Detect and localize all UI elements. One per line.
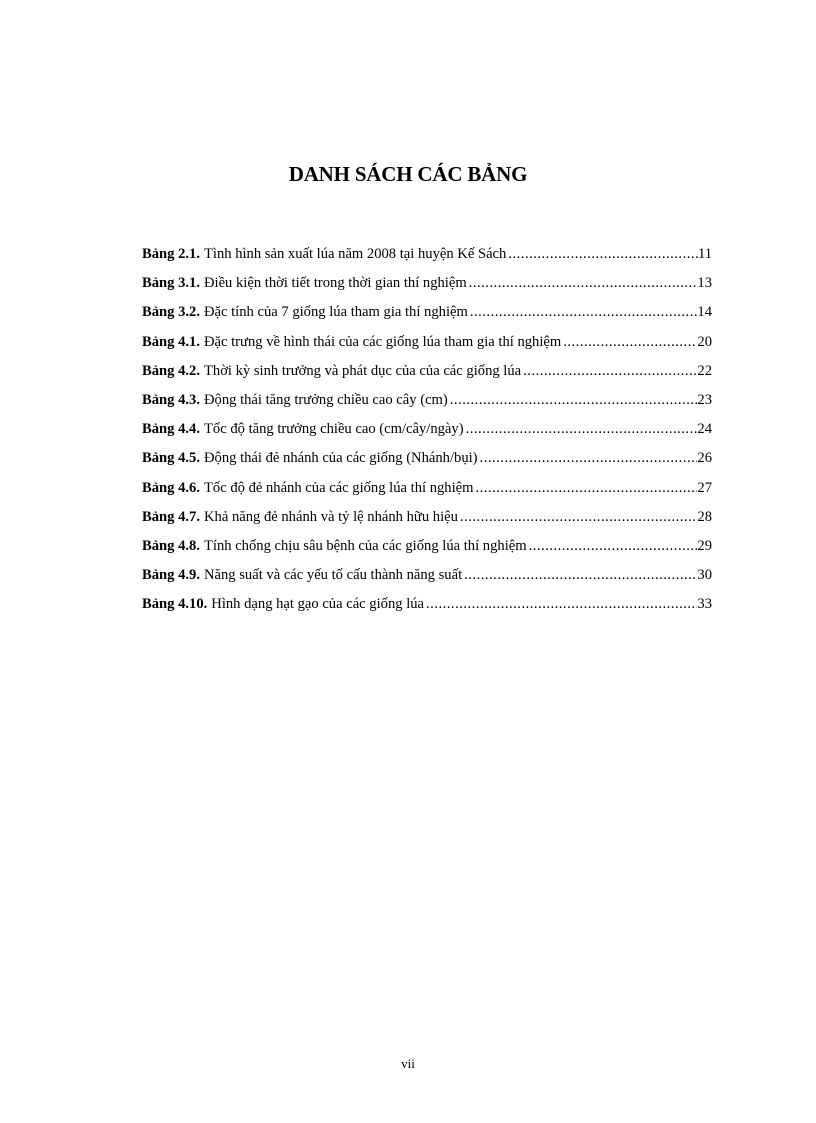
toc-entry[interactable] <box>142 450 712 479</box>
table-title: Tốc độ tăng trưởng chiều cao (cm/cây/ngày) <box>203 421 464 438</box>
table-label: Bảng 4.3. <box>142 391 200 408</box>
table-label: Bảng 4.10. <box>142 596 208 613</box>
table-title: Động thái đẻ nhánh của các giống (Nhánh/bụi) <box>203 450 478 467</box>
dot-leader <box>464 421 698 438</box>
dot-leader <box>468 304 698 321</box>
dot-leader <box>561 334 697 351</box>
dot-leader <box>462 567 697 584</box>
dot-leader <box>527 538 698 555</box>
table-title: Đặc tính của 7 giống lúa tham gia thí nghiệm <box>203 304 468 321</box>
page-ref: 33 <box>697 596 712 613</box>
table-label: Bảng 4.7. <box>142 508 200 525</box>
page-ref: 20 <box>697 333 712 350</box>
toc-entry[interactable] <box>142 246 712 275</box>
dot-leader <box>521 363 697 380</box>
toc-entry[interactable] <box>142 421 712 450</box>
table-title: Đặc trưng về hình thái của các giống lúa tham gia thí nghiệm <box>203 333 562 350</box>
page-ref: 28 <box>697 508 712 525</box>
page-ref: 30 <box>697 567 712 584</box>
page-ref: 11 <box>697 246 712 262</box>
dot-leader <box>478 450 698 467</box>
table-label: Bảng 4.9. <box>142 567 200 584</box>
table-title: Hình dạng hạt gạo của các giống lúa <box>211 596 425 613</box>
table-label: Bảng 4.5. <box>142 450 200 467</box>
toc-entry[interactable] <box>142 596 712 625</box>
dot-leader <box>467 275 698 292</box>
toc-entry[interactable] <box>142 304 712 333</box>
toc-entry[interactable] <box>142 334 712 363</box>
toc-entry[interactable] <box>142 363 712 392</box>
page-title: DANH SÁCH CÁC BẢNG <box>288 162 528 186</box>
page-ref: 23 <box>697 391 712 408</box>
toc-entry[interactable] <box>142 567 712 596</box>
toc-entry[interactable] <box>142 538 712 567</box>
page-number: vii <box>401 1056 415 1071</box>
table-label: Bảng 4.1. <box>142 333 200 350</box>
table-title: Tính chống chịu sâu bệnh của các giống lúa thí nghiệm <box>203 537 527 554</box>
dot-leader <box>458 509 698 526</box>
table-label: Bảng 3.1. <box>142 275 200 292</box>
table-label: Bảng 3.2. <box>142 304 200 321</box>
dot-leader <box>506 246 698 263</box>
table-title: Thời kỳ sinh trưởng và phát dục của của các giống lúa <box>203 362 522 379</box>
table-label: Bảng 2.1. <box>142 246 200 262</box>
table-title: Tốc độ đẻ nhánh của các giống lúa thí nghiệm <box>203 479 474 496</box>
page-ref: 26 <box>697 450 712 467</box>
page-ref: 24 <box>697 421 712 438</box>
table-label: Bảng 4.6. <box>142 479 200 496</box>
dot-leader <box>424 596 697 613</box>
dot-leader <box>448 392 698 409</box>
toc-entry[interactable] <box>142 275 712 304</box>
toc-entry[interactable] <box>142 509 712 538</box>
table-label: Bảng 4.8. <box>142 537 200 554</box>
page-ref: 22 <box>697 362 712 379</box>
table-title: Điều kiện thời tiết trong thời gian thí nghiệm <box>203 275 467 292</box>
table-title: Khả năng đẻ nhánh và tỷ lệ nhánh hữu hiệu <box>203 508 458 525</box>
table-label: Bảng 4.2. <box>142 362 200 379</box>
toc-entry[interactable] <box>142 480 712 509</box>
table-title: Động thái tăng trưởng chiều cao cây (cm) <box>203 391 448 408</box>
toc-entry[interactable] <box>142 392 712 421</box>
table-title: Năng suất và các yếu tố cấu thành năng suất <box>203 567 463 584</box>
table-list <box>142 246 712 625</box>
table-title: Tình hình sản xuất lúa năm 2008 tại huyện Kế Sách <box>203 246 507 262</box>
page-ref: 14 <box>697 304 712 321</box>
table-label: Bảng 4.4. <box>142 421 200 438</box>
page-ref: 13 <box>697 275 712 292</box>
page-ref: 27 <box>697 479 712 496</box>
dot-leader <box>473 480 697 497</box>
page-ref: 29 <box>697 537 712 554</box>
